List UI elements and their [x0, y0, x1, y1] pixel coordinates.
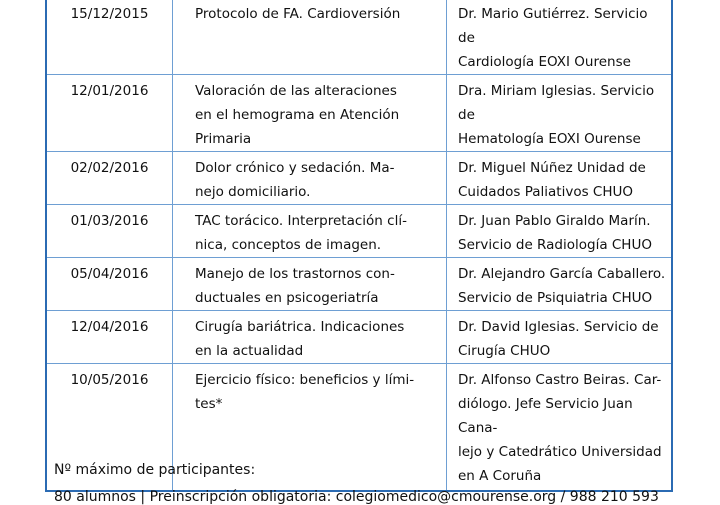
session-speaker [447, 0, 673, 75]
session-speaker [447, 364, 673, 492]
session-topic [173, 258, 447, 311]
speaker-line: en A Coruña [458, 468, 542, 484]
topic-line: Primaria [195, 131, 252, 147]
schedule-table [45, 0, 673, 492]
schedule-row [46, 205, 672, 258]
topic-line: en el hemograma en Atención [195, 107, 400, 123]
session-date: 02/02/2016 [46, 152, 173, 205]
topic-line: Valoración de las alteraciones [195, 83, 397, 99]
session-speaker [447, 205, 673, 258]
speaker-line: Dr. Alejandro García Caballero. [458, 266, 666, 282]
speaker-line: Dr. David Iglesias. Servicio de [458, 319, 659, 335]
speaker-line: Hematología EOXI Ourense [458, 131, 641, 147]
session-date: 10/05/2016 [70, 372, 149, 388]
topic-line: ductuales en psicogeriatría [195, 290, 379, 306]
session-topic [173, 0, 447, 75]
session-speaker [447, 311, 673, 364]
participants-heading: Nº máximo de participantes: [54, 462, 256, 478]
topic-line: Manejo de los trastornos con- [195, 266, 395, 282]
topic-line: Dolor crónico y sedación. Ma- [195, 160, 395, 176]
schedule-body [46, 0, 672, 491]
speaker-line: Servicio de Psiquiatria CHUO [458, 290, 653, 306]
registration-info: 80 alumnos | Preinscripción obligatoria: colegiomedico@cmourense.org / 988 210 593 [54, 489, 659, 505]
session-speaker [447, 258, 673, 311]
schedule-row [46, 75, 672, 152]
speaker-line: Cardiología EOXI Ourense [458, 54, 631, 70]
topic-line: Ejercicio físico: beneficios y lími- [195, 372, 415, 388]
speaker-line: Cirugía CHUO [458, 343, 551, 359]
session-topic [173, 311, 447, 364]
topic-line: Protocolo de FA. Cardioversión [195, 6, 401, 22]
session-topic [173, 205, 447, 258]
schedule-row [46, 152, 672, 205]
topic-line: Cirugía bariátrica. Indicaciones [195, 319, 405, 335]
speaker-line: lejo y Catedrático Universidad [458, 444, 662, 460]
speaker-line: Dr. Mario Gutiérrez. Servicio de [458, 6, 648, 46]
schedule-row [46, 258, 672, 311]
topic-line: nica, conceptos de imagen. [195, 237, 382, 253]
topic-line: TAC torácico. Interpretación clí- [195, 213, 407, 229]
session-speaker [447, 152, 673, 205]
session-date: 01/03/2016 [46, 205, 173, 258]
session-speaker [447, 75, 673, 152]
speaker-line: Servicio de Radiología CHUO [458, 237, 652, 253]
speaker-line: Dr. Juan Pablo Giraldo Marín. [458, 213, 651, 229]
session-topic [173, 152, 447, 205]
session-date: 12/01/2016 [46, 75, 173, 152]
topic-line: tes* [195, 396, 223, 412]
speaker-line: diólogo. Jefe Servicio Juan Cana- [458, 396, 633, 436]
speaker-line: Dra. Miriam Iglesias. Servicio de [458, 83, 655, 123]
schedule-row [46, 0, 672, 75]
speaker-line: Cuidados Paliativos CHUO [458, 184, 634, 200]
speaker-line: Dr. Alfonso Castro Beiras. Car- [458, 372, 662, 388]
session-topic [173, 75, 447, 152]
topic-line: en la actualidad [195, 343, 304, 359]
topic-line: nejo domiciliario. [195, 184, 311, 200]
schedule-row [46, 311, 672, 364]
session-date: 05/04/2016 [46, 258, 173, 311]
speaker-line: Dr. Miguel Núñez Unidad de [458, 160, 646, 176]
session-date: 15/12/2015 [46, 0, 173, 75]
session-date: 12/04/2016 [46, 311, 173, 364]
